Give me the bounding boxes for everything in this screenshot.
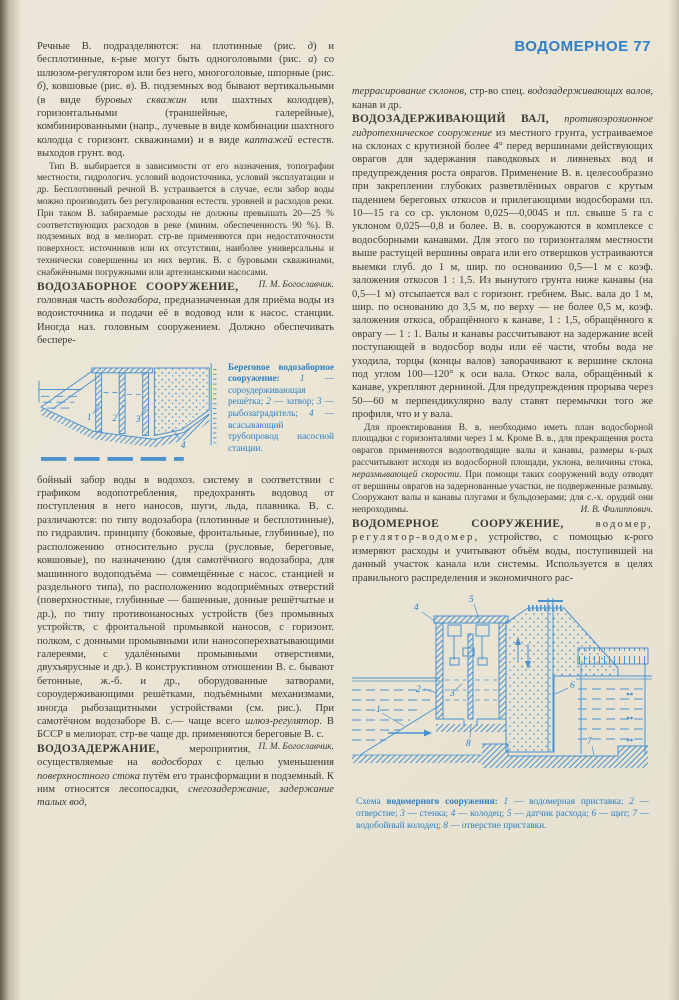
author-signature: П. М. Богославчик.	[258, 279, 334, 290]
text-run: 8	[443, 820, 448, 831]
fig2-label-3: 3	[450, 688, 455, 699]
figure-water-measuring-structure	[352, 592, 653, 832]
text-run: путём его трансформации в подземный. К ним относятся лесопосадки,	[37, 770, 334, 795]
text-run: а	[308, 54, 314, 66]
fig2-label-2: 2	[416, 684, 421, 695]
paragraph	[37, 40, 334, 161]
spaced-term: водомер, регулятор-водомер	[352, 518, 653, 544]
page-gutter-shadow	[0, 0, 22, 1000]
text-run: мероприятия, осуществляемые на	[37, 743, 251, 769]
text-run: Тип В. выбирается в зависимости от его назначения, топографии местности, гидрологич. условий водоисточника, условий эксплуатации и др. Бесплотинный речной В. устраивается в случае, если забор воды можно производить без регулирования естеств. уровней и расходов реки. При таком В. забираемые расходы не должны превышать 20—25 % соответствующих расходов в реке (миним. обеспеченность 90 %). В. подземных вод в мелиорат. стр-ве применяются при недостаточности поверхност. источников или их отсутствии, наиболее универсальны и технически совершенны из них вертик. В. с буровыми скважинами, снабжёнными погружными или артезианскими насосами.	[37, 161, 334, 278]
text-run: шлюз-регулятор	[245, 715, 320, 727]
text-run: водозадерживающих валов	[527, 86, 651, 98]
text-run: — водомерная приставка;	[508, 797, 630, 808]
text-run: 5	[506, 808, 512, 819]
text-run: ) со шлюзом-регулятором или без него, многоголовые, шпорные (рис.	[37, 54, 334, 79]
running-head	[352, 40, 651, 53]
text-run: — отверстие приставки.	[447, 820, 547, 831]
text-run: снегозадержание, задержание талых вод,	[37, 784, 334, 809]
text-run: 3	[317, 397, 322, 408]
small-print-paragraph	[352, 423, 653, 517]
text-run: водомерного сооружения:	[386, 797, 504, 808]
column-left	[37, 40, 334, 810]
text-run: террасирование склонов	[352, 86, 464, 98]
text-run: 6	[591, 808, 597, 819]
text-run: противоэрозионное гидротехническое сооружение	[352, 114, 653, 139]
text-run: водозабора	[107, 295, 159, 307]
text-run: водосборах	[151, 757, 203, 769]
fig1-label-3: 3	[135, 414, 141, 425]
text-run: ), ковшовые (рис.	[42, 81, 127, 93]
text-run: буровых скважин	[95, 94, 187, 106]
text-run: д	[307, 41, 313, 52]
text-run: — всасывающий трубопровод насосной станции.	[228, 409, 334, 454]
text-run: естеств. выходов грунт. вод.	[37, 134, 334, 160]
text-run: из местного грунта, устраиваемое на склонах с крутизной более 4° перед вершинами действующих оврагов для задержания паводковых и ливневых вод и предупреждения роста оврагов. Применение В. в. целесообразно при закреплении глубоких разветвлённых оврагов с крутым падением береговых откосов и прилегающими водосборами пл. 10—15 га со ср. уклоном 0,025—0,0045 и пл. свыше 5 га с уклоном 0,025—0,8 и более. В. в. сооружаются в комплексе с водосборными канавами. Для этого по горизонталям местности выше растущей вершины оврага или его отвершков устраиваются выемки глуб. до 1 м, шир. по основанию 0,5—1 м с коэф. заложения откосов 1 : 1,5. Из вынутого грунта ниже канавы (на 0,5—1 м) отсыпается вал с горизонт. гребнем. Выс. вала до 1 м, шир. по основанию до 3,5 м, по верху — не более 0,5 м, коэф. заложения откоса, обращённого к канаве, 1 : 1,5, обращённого к оврагу — 1 : 1. Валы и канавы рассчитывают на задержание всей поступающей в водосбор воды или её части, чтобы вода не уходила, торцы (концы валов) заворачивают к вершине склона под углом 100—120° к оси вала. Откос вала, обращённый к канаве, укрепляют дерниной. Для предупреждения прорыва через 50—60 м перпендикулярно валу ставят перемычки того же профиля, что и у вала.	[352, 127, 653, 421]
text-run: 2	[629, 797, 634, 808]
column-right	[352, 40, 653, 839]
figure-intake-structure	[37, 357, 334, 467]
fig2-label-5: 5	[469, 594, 474, 605]
text-run: 2	[266, 397, 271, 408]
text-run: — колодец;	[455, 808, 507, 819]
text-run: — отверстие;	[356, 797, 650, 819]
text-run: . При помощи таких сооружений воду отводят от вершины оврагов на задернованные участки, не подверженные размыву. Сооружают валы и канавы плугами и бульдозерами; для с.-х. орудий они непроходимы.	[352, 469, 653, 516]
text-run: каптажей	[244, 134, 293, 146]
headword: ВОДОМЕРНОЕ СООРУЖЕНИЕ,	[352, 517, 596, 530]
intake-structure-diagram	[37, 357, 219, 467]
fig2-label-6: 6	[570, 680, 575, 691]
author-signature: И. В. Филиппович.	[580, 505, 653, 516]
text-run: 4	[309, 409, 314, 420]
text-run: 4	[450, 808, 456, 819]
text-run: 1	[299, 374, 305, 385]
text-run: ). В. подземных вод бывают вертикальными (в виде	[37, 81, 334, 106]
fig2-label-4: 4	[414, 602, 419, 613]
text-run: , предназначенная для приёма воды из водоисточника и подачи её в водовод или к насос. станции. Иногда наз. головным сооружением. Должно обеспечивать беспере-	[37, 295, 335, 347]
text-run: ) и бесплотинные, к-рые могут быть одноголовыми (рис.	[37, 41, 334, 66]
text-run: — водобойный колодец;	[356, 808, 649, 831]
text-run: неразмывающей скорости	[352, 469, 460, 480]
text-run: — затвор;	[270, 397, 318, 408]
running-head-page-number: 77	[633, 38, 651, 55]
text-run: 3	[400, 808, 405, 819]
entry-paragraph	[352, 113, 653, 421]
text-run: головная часть	[37, 295, 108, 307]
fig2-label-7: 7	[587, 736, 592, 747]
fig1-label-1: 1	[86, 412, 92, 423]
text-run: — щит;	[596, 808, 633, 819]
fig2-label-8: 8	[466, 738, 471, 749]
text-run: — датчик расхода;	[511, 808, 592, 819]
text-run: — рыбозаградитель;	[228, 397, 334, 420]
author-signature: П. М. Богославчик.	[258, 741, 334, 752]
text-run: , стр-во спец.	[464, 86, 528, 98]
entry-paragraph	[352, 518, 653, 585]
fig1-label-4: 4	[180, 440, 186, 451]
text-run: — стенка;	[404, 808, 451, 819]
text-run: 1	[503, 797, 509, 808]
text-run: Речные В. подразделяются: на плотинные (рис.	[37, 41, 308, 52]
fig1-caption	[228, 357, 334, 456]
fig2-caption	[356, 797, 649, 832]
text-run: , канав и др.	[352, 86, 653, 111]
headword: ВОДОЗАДЕРЖИВАЮЩИЙ ВАЛ,	[352, 113, 565, 126]
text-run: Схема	[356, 797, 387, 808]
text-run: в	[126, 81, 131, 93]
fig1-label-2: 2	[112, 413, 117, 424]
headword: ВОДОЗАБОРНОЕ СООРУЖЕНИЕ,	[37, 280, 239, 293]
text-run: поверхностного стока	[37, 770, 141, 782]
text-run: — сороудерживающая решётка;	[228, 374, 334, 408]
text-run: Береговое водозаборное сооружение:	[228, 362, 334, 385]
text-run: . В БССР в мелиорат. стр-ве чаще др. применяются береговые В. с.	[37, 715, 334, 741]
fig2-label-1: 1	[376, 704, 381, 715]
text-run: б	[37, 81, 43, 93]
text-run: 7	[632, 808, 637, 819]
page-edge-shadow	[669, 0, 679, 1000]
text-run: , устройство, с помощью к-рого измеряют расходы и учитывают объём воды, поступившей на данный участок канала или системы. Используется в целях правильного распределения и экономичного рас-	[352, 532, 653, 584]
text-run: или шахтных колодцев), горизонтальными (траншейные, галерейные), комбинированными (напр., лучевые в виде комбинации шахтного колодца с горизонт. скважинами) и в виде	[37, 94, 334, 146]
headword: ВОДОЗАДЕРЖАНИЕ,	[37, 742, 190, 755]
running-head-title: ВОДОМЕРНОЕ	[514, 38, 629, 55]
text-run: Для проектирования В. в. необходимо иметь план водосборной площадки с горизонталями через 1 м. Кроме В. в., для прекращения роста оврагов применяются водоотводящие валы и канавы, размеры к-рых рассчитывают исходя из водосборной площади, уклона, величины стока,	[352, 422, 653, 468]
text-run: с целью уменьшения	[202, 757, 334, 769]
paragraph	[352, 85, 653, 112]
water-measuring-structure-diagram	[352, 592, 652, 790]
text-run: бойный забор воды в водохоз. систему в соответствии с графиком водопотребления, предохранять водовод от поступления в него наносов, шуги, льда, плавника. В. с. различаются: по типу водозабора (плотинные и бесплотинные), по гидравлич. принципу (боковые, фронтальные, глубинные), по расположению относительно русла (русловые, береговые, ковшовые), по назначению (для самотёчного водозабора, для машинного водоподъёма — совмещённые с насос. станцией и раздельного типа), по расположению водоприёмных отверстий (поверхностные, глубинные — башенные, донные решётчатые и др.), по типу противонаносных устройств (без промывных устройств, с фронтальной промывкой наносов, с горизонт. полком, с донными промывными или наносоперехватывающими галереями, с удалёнными промывными отверстиями, двухъярусные и др.). В конструктивном отношении В. с. бывают бетонные, ж.-б. и др., оборудованные затворами, сороудерживающими решётками, подъёмными механизмами, иногда рыбозащитными устройствами (см. рис.). При самотёчном водозаборе В. с.— чаще всего	[37, 474, 334, 727]
